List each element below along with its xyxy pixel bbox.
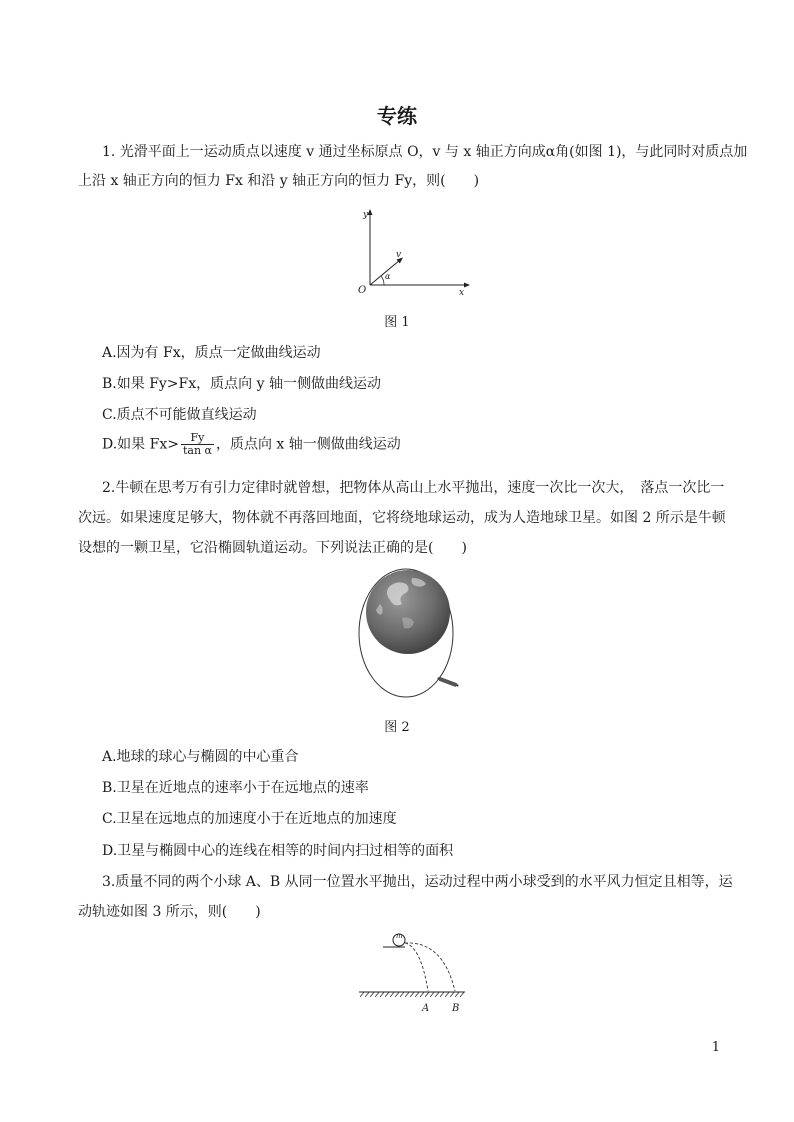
q1-option-a: A.因为有 Fx，质点一定做曲线运动 [102, 345, 321, 361]
q1-option-c: C.质点不可能做直线运动 [102, 407, 257, 423]
q2-option-a: A.地球的球心与椭圆的中心重合 [102, 749, 299, 765]
q2-text-line-2: 次远。如果速度足够大，物体就不再落回地面，它将绕地球运动，成为人造地球卫星。如图 2 所示是牛顿 [78, 510, 726, 526]
page-number: 1 [711, 1040, 720, 1055]
q1-fig-v-label: v [396, 250, 402, 260]
q3-text-line-1: 3.质量不同的两个小球 A、B 从同一位置水平抛出，运动过程中两小球受到的水平风力恒定且相等，运 [102, 874, 733, 890]
q1-option-d-prefix: D.如果 Fx> [102, 436, 179, 453]
q1-figure-caption: 图 1 [384, 315, 410, 330]
q1-text-line-1: 1. 光滑平面上一运动质点以速度 v 通过坐标原点 O，v 与 x 轴正方向成α角(如图 1)，与此同时对质点加 [102, 144, 748, 160]
q2-text-line-3: 设想的一颗卫星，它沿椭圆轨道运动。下列说法正确的是( ) [78, 540, 467, 556]
q3-fig-a-label: A [422, 1003, 430, 1014]
q1-option-d-numerator: Fy [181, 432, 214, 445]
q1-fig-y-label: y [363, 210, 369, 220]
q3-fig-ball-label: m [396, 932, 403, 940]
q3-figure-projectiles [355, 925, 475, 1017]
q2-figure-earth-orbit [350, 560, 480, 700]
q1-option-b: B.如果 Fy>Fx，质点向 y 轴一侧做曲线运动 [102, 376, 381, 392]
q1-fig-alpha-label: α [385, 272, 391, 281]
q1-option-d [102, 432, 401, 457]
q3-text-line-2: 动轨迹如图 3 所示，则( ) [78, 904, 261, 920]
q1-text-line-2: 上沿 x 轴正方向的恒力 Fx 和沿 y 轴正方向的恒力 Fy，则( ) [78, 173, 480, 189]
q1-option-d-suffix: ，质点向 x 轴一侧做曲线运动 [215, 436, 401, 453]
page-title: 专练 [377, 104, 417, 128]
q2-option-b: B.卫星在近地点的速率小于在远地点的速率 [102, 780, 369, 796]
q1-option-d-denominator: tan α [182, 444, 212, 457]
q2-text-line-1: 2.牛顿在思考万有引力定律时就曾想，把物体从高山上水平抛出，速度一次比一次大， 落点一次比一 [102, 480, 725, 496]
q1-fig-x-label: x [459, 288, 465, 295]
q1-figure-axes [348, 205, 478, 295]
q1-option-d-fraction [181, 432, 214, 457]
q1-fig-origin-label: O [358, 285, 367, 295]
q2-figure-caption: 图 2 [384, 720, 410, 735]
q3-fig-b-label: B [452, 1003, 460, 1014]
q2-option-d: D.卫星与椭圆中心的连线在相等的时间内扫过相等的面积 [102, 843, 454, 859]
q2-option-c: C.卫星在远地点的加速度小于在近地点的加速度 [102, 811, 397, 827]
